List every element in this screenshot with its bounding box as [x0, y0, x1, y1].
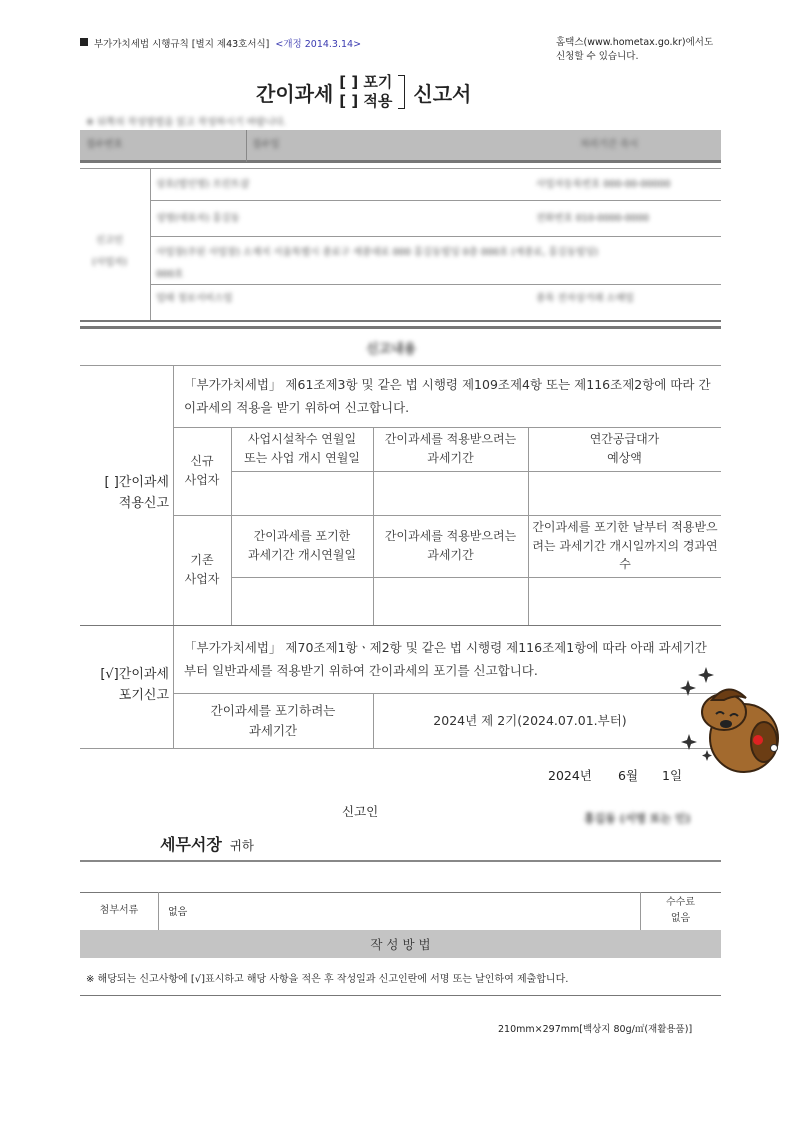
content-top-rule	[80, 365, 721, 366]
recipient	[160, 832, 254, 855]
applicant-label-1: 신고인	[95, 235, 124, 246]
date-month[interactable]: 6월	[618, 768, 639, 783]
tax-office: 세무서장	[160, 835, 222, 854]
new-start-date-header: 사업시설착수 연월일 또는 사업 개시 연월일	[244, 432, 360, 465]
waive-period-label: 간이과세를 포기하려는 과세기간	[210, 703, 336, 738]
new-start-date-field[interactable]	[231, 471, 373, 515]
date-day[interactable]: 1일	[662, 768, 683, 783]
recipient-rule	[80, 860, 721, 862]
attachment-top-rule	[80, 892, 721, 893]
fee-label: 수수료	[666, 897, 695, 908]
title-option-waive: [ ] 포기	[339, 73, 393, 91]
method-text: ※ 해당되는 신고사항에 [√]표시하고 해당 사항을 적은 후 작성일과 신고인란에 서명 또는 날인하여 제출합니다.	[86, 974, 569, 985]
paper-spec: 210mm×297mm[백상지 80g/㎡(재활용품)]	[498, 1024, 693, 1035]
waive-text: 「부가가치세법」 제70조제1항ㆍ제2항 및 같은 법 시행령 제116조제1항에 따라 아래 과세기간부터 일반과세를 적용받기 위하여 간이과세의 포기를 신고합니다.	[184, 640, 707, 678]
apply-section-label	[80, 472, 169, 514]
existing-period-header: 간이과세를 적용받으려는 과세기간	[384, 529, 517, 562]
waive-period-value[interactable]: 2024년 제 2기(2024.07.01.부터)	[433, 712, 627, 728]
attachment-v1	[158, 892, 159, 930]
section-rule-1	[80, 320, 721, 322]
signer-label: 신고인	[342, 804, 379, 819]
waive-label-text: 포기신고	[118, 688, 169, 703]
new-business-label: 신규 사업자	[184, 454, 220, 487]
bracket-icon	[398, 75, 405, 109]
business-reg-number: 사업자등록번호 000-00-00000	[536, 179, 671, 190]
page-title	[256, 70, 471, 114]
fee-cell	[640, 892, 721, 930]
hometax-note-line1: 홈택스(www.hometax.go.kr)에서도	[556, 37, 714, 48]
new-supply-field[interactable]	[528, 471, 721, 515]
new-supply-header: 연간공급대가 예상액	[589, 432, 660, 465]
existing-start-date-field[interactable]	[231, 577, 373, 625]
existing-business-label: 기존 사업자	[184, 553, 220, 586]
form-ref-text: 부가가치세법 시행규칙 [별지 제43호서식]	[94, 39, 270, 50]
content-bottom-rule	[80, 748, 721, 749]
receipt-number: 접수번호	[86, 139, 123, 150]
title-option-apply: [ ] 적용	[339, 92, 393, 110]
phone-number: 전화번호 010-0000-0000	[536, 213, 650, 224]
receipt-divider	[246, 130, 247, 162]
existing-years-header: 간이과세를 포기한 날부터 적용받으려는 과세기간 개시일까지의 경과연수	[532, 520, 718, 572]
business-address-line2: 000호	[156, 269, 184, 280]
applicant-rule-1	[150, 200, 721, 201]
attachment-label: 첨부서류	[99, 905, 139, 917]
method-title: 작 성 방 법	[370, 937, 431, 952]
applicant-rule-2	[150, 236, 721, 237]
hometax-note	[556, 36, 713, 64]
waive-grid-v1	[373, 693, 374, 748]
method-bar	[80, 930, 721, 958]
applicant-label	[92, 230, 127, 274]
mascot-sticker	[672, 664, 788, 778]
applicant-rule-3	[150, 284, 721, 285]
applicant-label-2: (사업자)	[92, 257, 127, 268]
method-bottom-rule	[80, 995, 721, 996]
waive-top-rule	[80, 625, 721, 626]
square-bullet-icon	[80, 38, 88, 46]
new-period-header: 간이과세를 적용받으려는 과세기간	[384, 432, 517, 465]
existing-period-field[interactable]	[373, 577, 528, 625]
representative-name: 성명(대표자) 홍길동	[156, 213, 240, 224]
waive-checkbox[interactable]: [√]간이과세	[100, 667, 169, 682]
receipt-date: 접수일	[252, 139, 280, 150]
date-year[interactable]: 2024년	[548, 768, 592, 783]
existing-start-date-header: 간이과세를 포기한 과세기간 개시연월일	[247, 529, 357, 562]
revision-text: <개정 2014.3.14>	[275, 39, 362, 50]
business-type: 업태 정보서비스업	[156, 293, 233, 304]
title-main: 간이과세	[256, 81, 334, 106]
applicant-divider	[150, 168, 151, 321]
section-rule-2	[80, 326, 721, 329]
attachment-value[interactable]: 없음	[168, 907, 188, 918]
signer-name[interactable]: 홍길동 (서명 또는 인)	[584, 812, 691, 825]
fee-value: 없음	[670, 913, 691, 924]
form-reference	[80, 36, 361, 50]
title-tail: 신고서	[413, 81, 472, 106]
new-period-field[interactable]	[373, 471, 528, 515]
section-title: 신고내용	[366, 342, 417, 357]
business-item: 종목 전자상거래 소매업	[536, 293, 634, 304]
processing-period: 처리기간 즉시	[580, 139, 639, 150]
instruction-note: ※ 뒤쪽의 작성방법을 읽고 작성하시기 바랍니다.	[86, 117, 287, 128]
waive-section-label	[80, 664, 169, 706]
receipt-bar-rule	[80, 160, 721, 163]
apply-checkbox[interactable]: [ ]간이과세	[104, 475, 169, 490]
hometax-note-line2: 신청할 수 있습니다.	[556, 51, 639, 62]
recipient-honorific: 귀하	[229, 838, 254, 853]
applicant-top-rule	[80, 168, 721, 169]
apply-label-text: 적용신고	[118, 496, 169, 511]
existing-years-field[interactable]	[528, 577, 721, 625]
business-name: 상호(법인명) 프린트샵	[156, 179, 250, 190]
apply-text: 「부가가치세법」 제61조제3항 및 같은 법 시행령 제109조제4항 또는 제116조제2항에 따라 간이과세의 적용을 받기 위하여 신고합니다.	[184, 377, 711, 415]
business-address: 사업장(주된 사업장) 소재지 서울특별시 종로구 세종대로 000 홍길동빌딩 0층 000호 (세종로, 홍길동빌딩)	[156, 247, 599, 258]
title-options	[339, 73, 392, 111]
